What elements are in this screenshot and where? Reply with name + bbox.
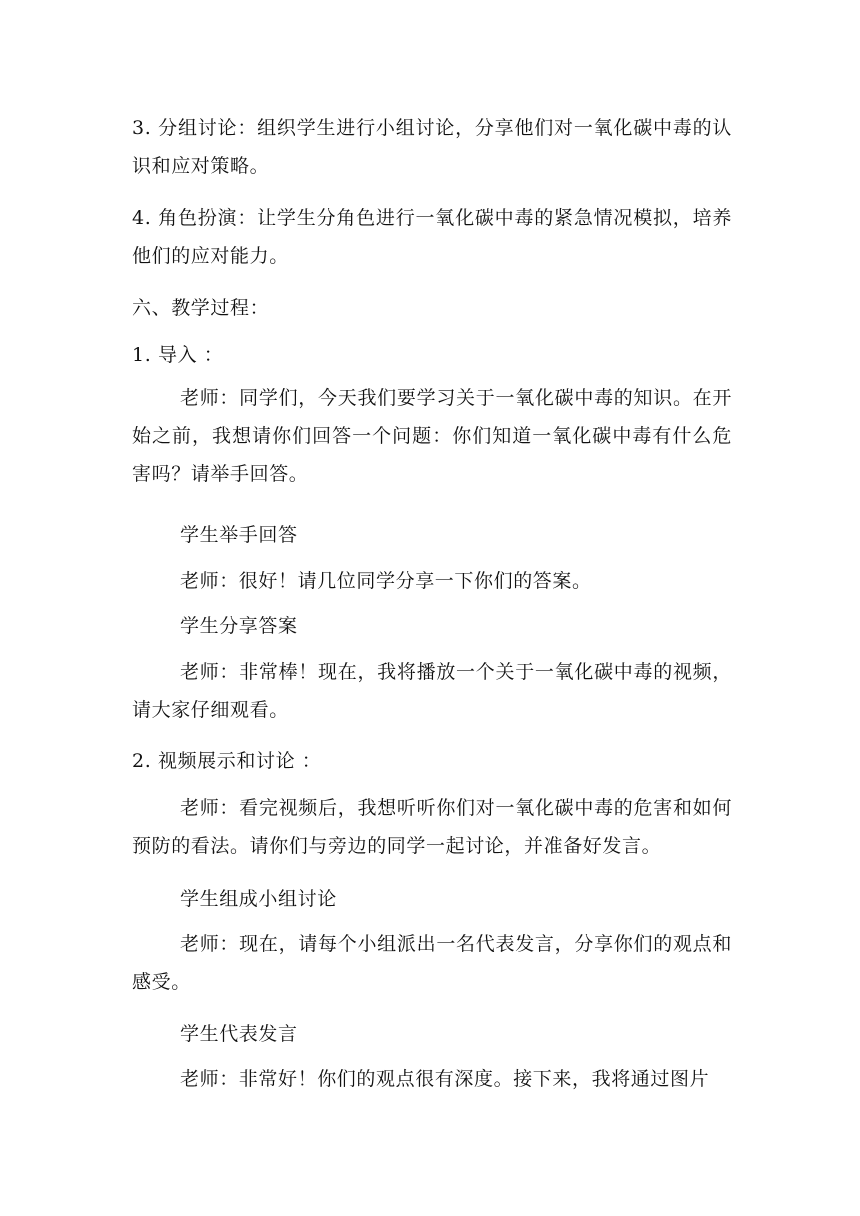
paragraph-students-share: 学生分享答案: [180, 615, 298, 637]
subheading-video-discussion: 2. 视频展示和讨论 ：: [132, 750, 322, 772]
paragraph-teacher-video: 老师：非常棒！现在，我将播放一个关于一氧化碳中毒的视频，请大家仔细观看。: [132, 661, 732, 721]
paragraph-student-representative: 学生代表发言: [180, 1023, 298, 1045]
section-heading-teaching-process: 六、教学过程：: [132, 297, 270, 319]
paragraph-teacher-good: 老师：很好！请几位同学分享一下你们的答案。: [180, 570, 592, 592]
paragraph-role-play: 4. 角色扮演：让学生分角色进行一氧化碳中毒的紧急情况模拟，培养他们的应对能力。: [132, 207, 732, 267]
paragraph-students-group: 学生组成小组讨论: [180, 888, 337, 910]
paragraph-students-raise-hands: 学生举手回答: [180, 524, 298, 546]
paragraph-teacher-representatives: 老师：现在，请每个小组派出一名代表发言，分享你们的观点和感受。: [132, 933, 732, 993]
subheading-introduction: 1. 导入 ：: [132, 344, 224, 366]
paragraph-group-discussion: 3. 分组讨论：组织学生进行小组讨论，分享他们对一氧化碳中毒的认识和应对策略。: [132, 117, 732, 177]
paragraph-teacher-pictures: 老师：非常好！你们的观点很有深度。接下来，我将通过图片: [180, 1068, 710, 1090]
paragraph-teacher-after-video: 老师：看完视频后，我想听听你们对一氧化碳中毒的危害和如何预防的看法。请你们与旁边的同学一起讨论，并准备好发言。: [132, 797, 732, 857]
paragraph-teacher-intro: 老师：同学们，今天我们要学习关于一氧化碳中毒的知识。在开始之前，我想请你们回答一个问题：你们知道一氧化碳中毒有什么危害吗？请举手回答。: [132, 387, 732, 485]
